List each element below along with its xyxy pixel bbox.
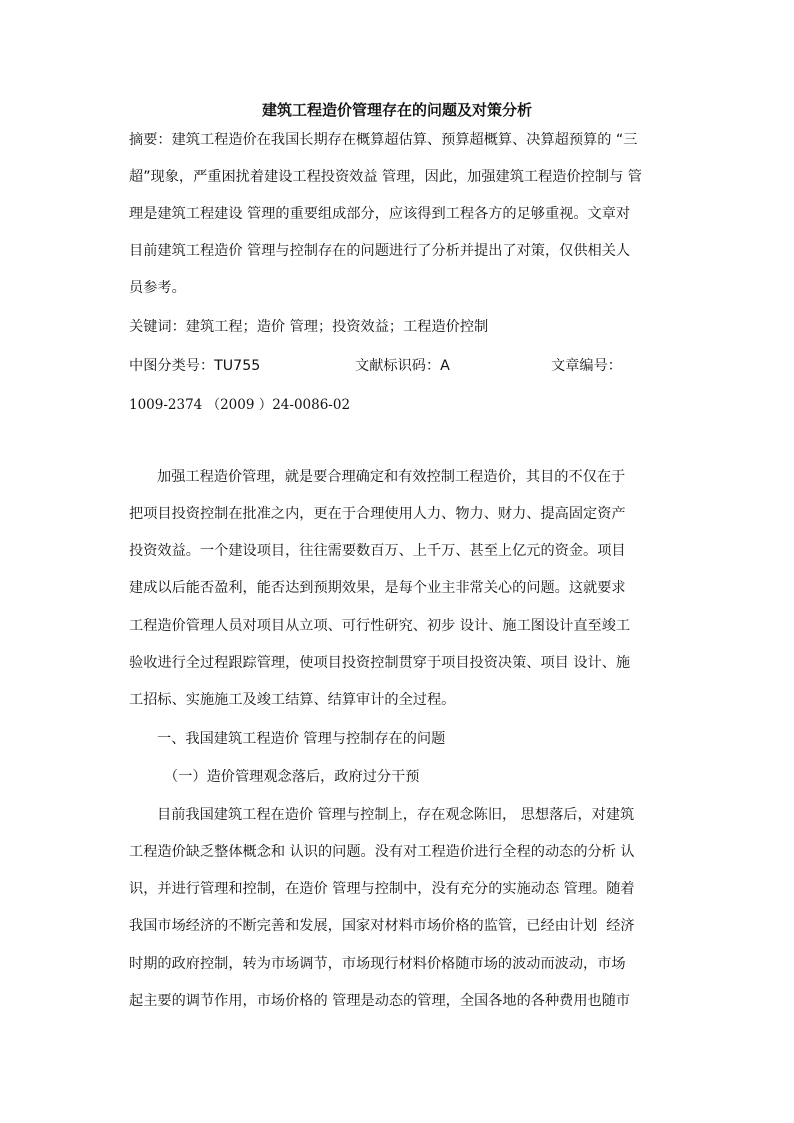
paragraph-line: 工程造价缺乏整体概念和 认识的问题。没有对工程造价进行全程的动态的分析 认 — [129, 844, 635, 860]
document-code: 文献标识码：A — [355, 358, 450, 374]
article-number-label: 文章编号： — [551, 358, 622, 374]
section-heading: 一、我国建筑工程造价 管理与控制存在的问题 — [157, 731, 446, 747]
paragraph-line: 把项目投资控制在批准之内，更在于合理使用人力、物力、财力、提高固定资产 — [129, 506, 626, 522]
paragraph-line: 工程造价管理人员对项目从立项、可行性研究、初步 设计、施工图设计直至竣工 — [129, 618, 631, 634]
paragraph-line: 目前我国建筑工程在造价 管理与控制上，存在观念陈旧， 思想落后，对建筑 — [157, 807, 635, 823]
subsection-heading: （一）造价管理观念落后，政府过分干预 — [164, 769, 420, 785]
abstract-line: 超”现象，严重困扰着建设工程投资效益 管理，因此，加强建筑工程造价控制与 管 — [129, 169, 642, 185]
abstract-line: 摘要：建筑工程造价在我国长期存在概算超估算、预算超概算、决算超预算的 “三 — [129, 132, 638, 148]
abstract-line: 理是建筑工程建设 管理的重要组成部分，应该得到工程各方的足够重视。文章对 — [129, 206, 631, 222]
paragraph-line: 时期的政府控制，转为市场调节，市场现行材料价格随市场的波动而波动，市场 — [129, 956, 626, 972]
paragraph-line: 我国市场经济的不断完善和发展，国家对材料市场价格的监管，已经由计划 经济 — [129, 918, 635, 934]
paragraph-line: 工招标、实施施工及竣工结算、结算审计的全过程。 — [129, 692, 456, 708]
paragraph-line: 建成以后能否盈利，能否达到预期效果，是每个业主非常关心的问题。这就要求 — [129, 580, 626, 596]
paragraph-line: 识，并进行管理和控制，在造价 管理与控制中，没有充分的实施动态 管理。随着 — [129, 881, 635, 897]
clc-number: 中图分类号：TU755 — [129, 358, 261, 374]
paragraph-line: 加强工程造价管理，就是要合理确定和有效控制工程造价，其目的不仅在于 — [157, 469, 626, 485]
document-title: 建筑工程造价管理存在的问题及对策分析 — [261, 101, 532, 119]
abstract-line: 员参考。 — [129, 280, 186, 296]
paragraph-line: 验收进行全过程跟踪管理，使项目投资控制贯穿于项目投资决策、项目 设计、施 — [129, 655, 631, 671]
article-number: 1009-2374 （2009 ）24-0086-02 — [129, 397, 351, 413]
paragraph-line: 起主要的调节作用，市场价格的 管理是动态的管理，全国各地的各种费用也随市 — [129, 993, 631, 1009]
paragraph-line: 投资效益。一个建设项目，往往需要数百万、上千万、甚至上亿元的资金。项目 — [129, 543, 626, 559]
keywords: 关键词：建筑工程；造价 管理；投资效益；工程造价控制 — [129, 319, 489, 335]
abstract-line: 目前建筑工程造价 管理与控制存在的问题进行了分析并提出了对策，仅供相关人 — [129, 243, 631, 259]
